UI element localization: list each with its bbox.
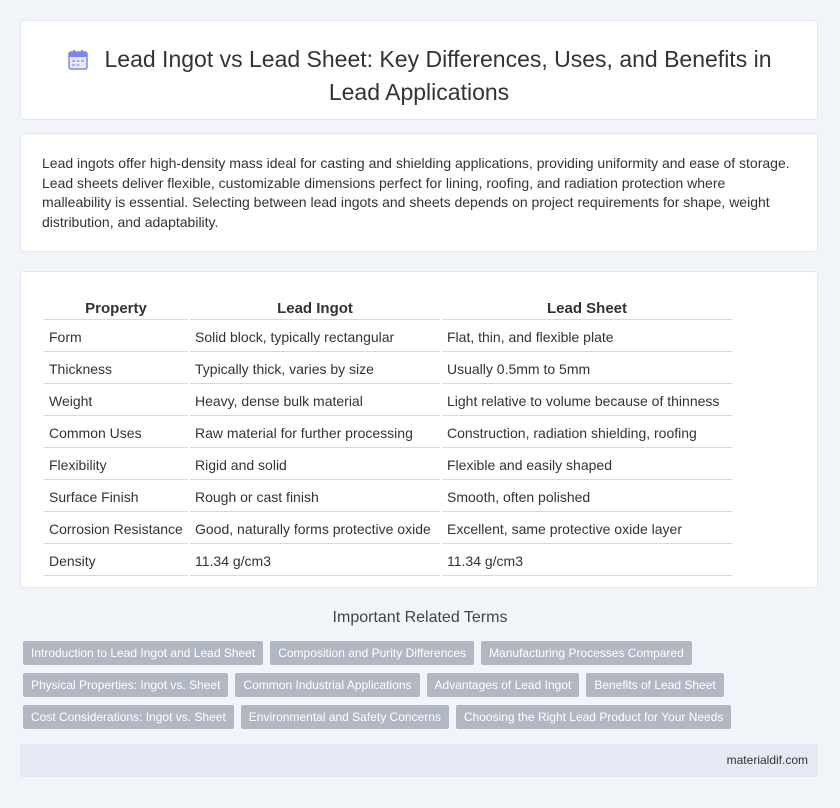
table-cell: Form bbox=[44, 322, 188, 352]
table-cell: Weight bbox=[44, 386, 188, 416]
calendar-icon bbox=[67, 49, 89, 78]
table-cell: Raw material for further processing bbox=[190, 418, 440, 448]
table-cell: Good, naturally forms protective oxide bbox=[190, 514, 440, 544]
page-title-text: Lead Ingot vs Lead Sheet: Key Differences, Uses, and Benefits in Lead Applications bbox=[104, 46, 772, 105]
table-cell: 11.34 g/cm3 bbox=[190, 546, 440, 576]
table-cell: Rigid and solid bbox=[190, 450, 440, 480]
comparison-card bbox=[20, 271, 818, 588]
table-row bbox=[44, 482, 732, 512]
table-row bbox=[44, 546, 732, 576]
table-row bbox=[44, 386, 732, 416]
table-cell: 11.34 g/cm3 bbox=[442, 546, 732, 576]
related-term-tag[interactable]: Introduction to Lead Ingot and Lead Sheet bbox=[23, 641, 263, 665]
table-cell: Excellent, same protective oxide layer bbox=[442, 514, 732, 544]
related-term-tag[interactable]: Physical Properties: Ingot vs. Sheet bbox=[23, 673, 228, 697]
table-cell: Common Uses bbox=[44, 418, 188, 448]
related-terms-title: Important Related Terms bbox=[332, 609, 508, 626]
related-terms-tags bbox=[23, 641, 823, 737]
tag-row bbox=[23, 641, 823, 665]
footer bbox=[20, 744, 818, 777]
table-cell: Flat, thin, and flexible plate bbox=[442, 322, 732, 352]
related-term-tag[interactable]: Manufacturing Processes Compared bbox=[481, 641, 692, 665]
table-cell: Heavy, dense bulk material bbox=[190, 386, 440, 416]
table-cell: Usually 0.5mm to 5mm bbox=[442, 354, 732, 384]
summary-text: Lead ingots offer high-density mass ideal for casting and shielding applications, providing uniformity and ease of storage. Lead sheets deliver flexible, customizable dimensions perfect for lining, roofing, and radiation protection where malleability is essential. Selecting between lead ingots and sheets depends on project requirements for shape, weight distribution, and adaptability. bbox=[42, 155, 790, 230]
table-cell: Light relative to volume because of thinness bbox=[442, 386, 732, 416]
table-cell: Solid block, typically rectangular bbox=[190, 322, 440, 352]
table-row bbox=[44, 450, 732, 480]
table-cell: Density bbox=[44, 546, 188, 576]
page-title bbox=[61, 45, 777, 107]
related-term-tag[interactable]: Composition and Purity Differences bbox=[270, 641, 474, 665]
summary-card bbox=[20, 133, 818, 252]
related-term-tag[interactable]: Cost Considerations: Ingot vs. Sheet bbox=[23, 705, 234, 729]
related-term-tag[interactable]: Advantages of Lead Ingot bbox=[427, 673, 580, 697]
table-cell: Surface Finish bbox=[44, 482, 188, 512]
tag-row bbox=[23, 673, 823, 697]
header-lead-sheet: Lead Sheet bbox=[442, 297, 732, 320]
comparison-table bbox=[42, 295, 734, 578]
table-row bbox=[44, 354, 732, 384]
table-row bbox=[44, 418, 732, 448]
table-cell: Flexibility bbox=[44, 450, 188, 480]
table-cell: Construction, radiation shielding, roofing bbox=[442, 418, 732, 448]
related-term-tag[interactable]: Environmental and Safety Concerns bbox=[241, 705, 449, 729]
table-cell: Smooth, often polished bbox=[442, 482, 732, 512]
related-term-tag[interactable]: Common Industrial Applications bbox=[235, 673, 419, 697]
table-row bbox=[44, 514, 732, 544]
related-term-tag[interactable]: Choosing the Right Lead Product for Your Needs bbox=[456, 705, 732, 729]
table-header-row bbox=[44, 297, 732, 320]
footer-site-link[interactable]: materialdif.com bbox=[726, 753, 808, 767]
related-term-tag[interactable]: Benefits of Lead Sheet bbox=[586, 673, 723, 697]
table-row bbox=[44, 322, 732, 352]
tag-row bbox=[23, 705, 823, 729]
table-cell: Corrosion Resistance bbox=[44, 514, 188, 544]
header-card bbox=[20, 20, 818, 120]
table-cell: Typically thick, varies by size bbox=[190, 354, 440, 384]
table-cell: Flexible and easily shaped bbox=[442, 450, 732, 480]
header-lead-ingot: Lead Ingot bbox=[190, 297, 440, 320]
header-property: Property bbox=[44, 297, 188, 320]
table-cell: Rough or cast finish bbox=[190, 482, 440, 512]
title-wrap bbox=[61, 45, 777, 107]
table-cell: Thickness bbox=[44, 354, 188, 384]
